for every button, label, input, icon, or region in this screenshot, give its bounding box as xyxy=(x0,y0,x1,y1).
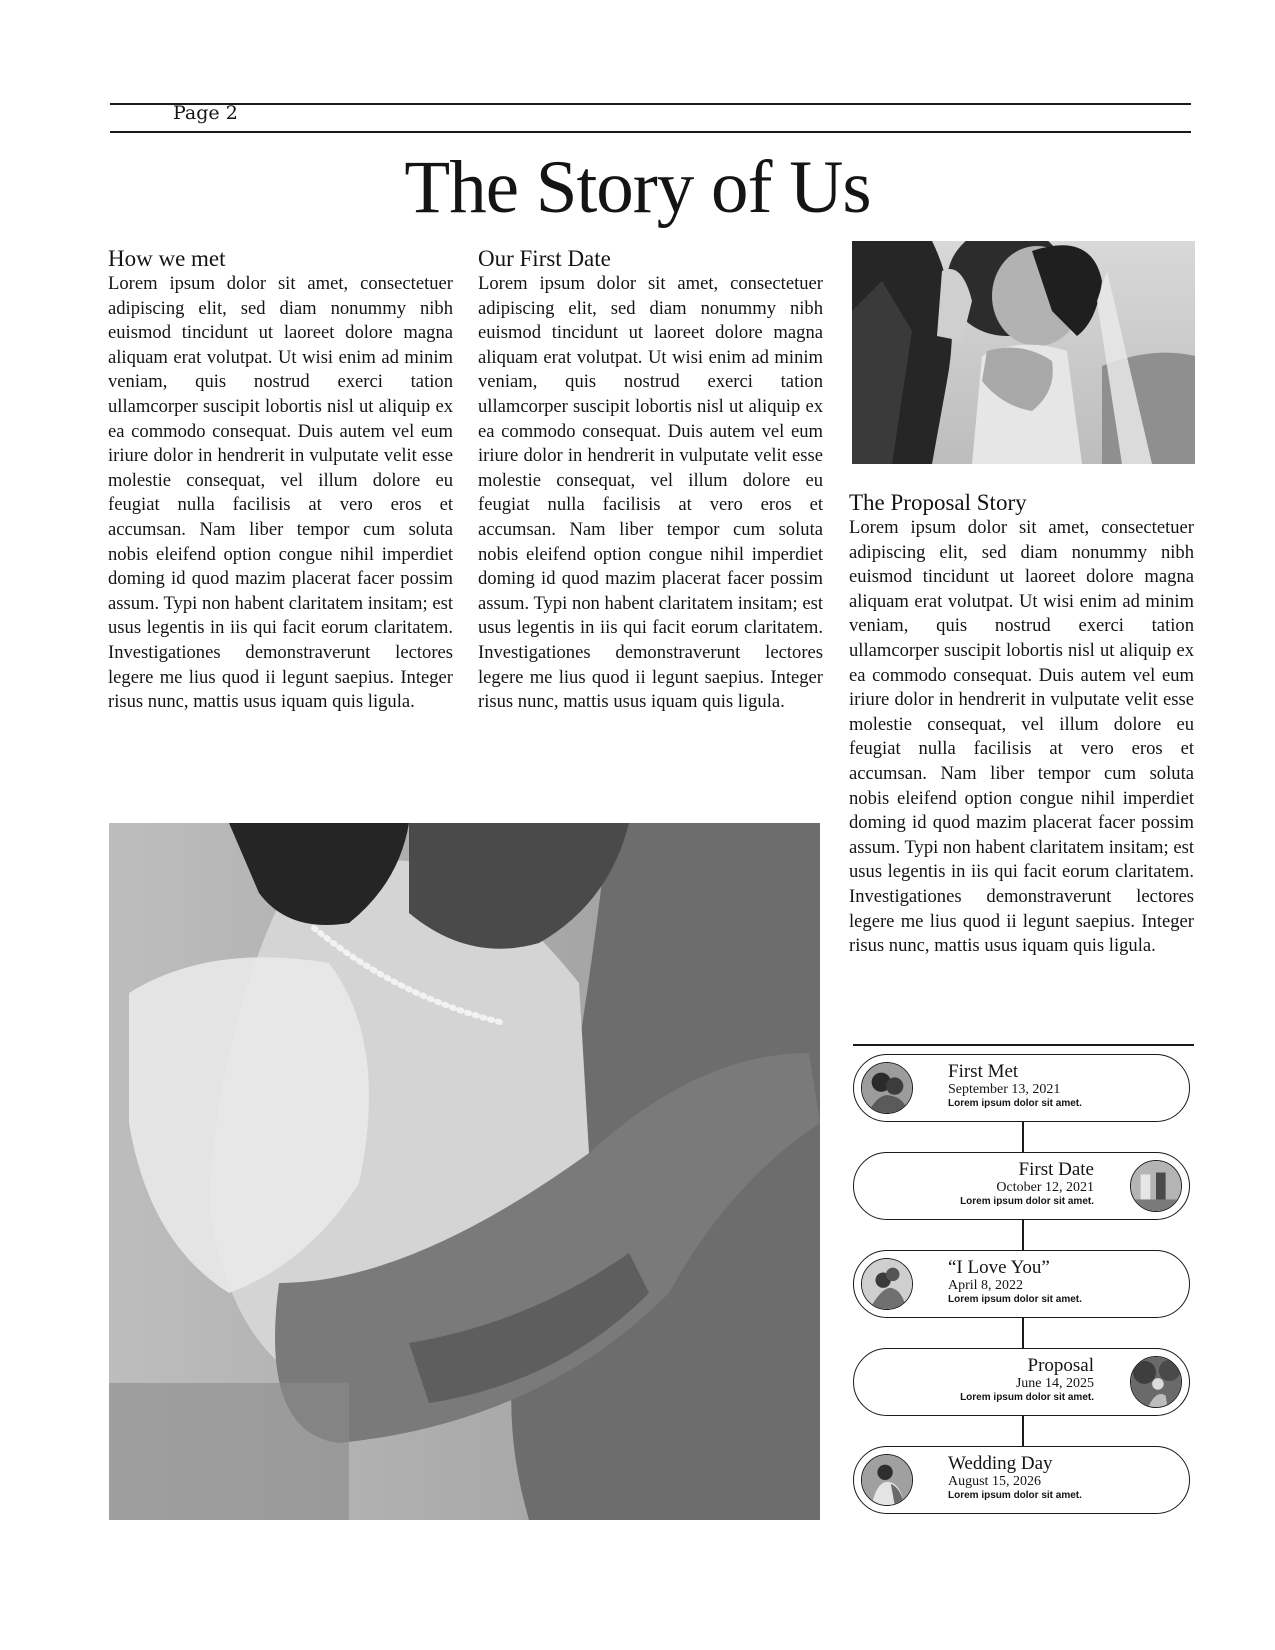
timeline-photo-avatar xyxy=(861,1062,913,1114)
article-proposal-story xyxy=(849,490,1194,959)
timeline-event: Wedding Day xyxy=(948,1453,1053,1474)
article-heading: How we met xyxy=(108,246,226,271)
timeline-event: “I Love You” xyxy=(948,1257,1050,1278)
timeline-date: August 15, 2026 xyxy=(948,1474,1041,1489)
timeline-event: First Met xyxy=(948,1061,1019,1082)
article-body: Lorem ipsum dolor sit amet, consectetuer adipiscing elit, sed diam nonummy nibh euismod tincidunt ut laoreet dolore magna aliquam erat volutpat. Ut wisi enim ad minim veniam, quis nostrud exerci tation ullamcorper suscipit lobortis nisl ut aliquip ex ea commodo consequat. Duis autem vel eum iriure dolor in hendrerit in vulputate velit esse molestie consequat, vel illum dolore eu feugiat nulla facilisis at vero eros et accumsan. Nam liber tempor cum soluta nobis eleifend option congue nihil imperdiet doming id quod mazim placerat facer possim assum. Typi non habent claritatem insitam; est usus legentis in iis qui facit eorum claritatem. Investigationes demonstraverunt lectores legere me lius quod ii legunt saepius. Integer risus nunc, mattis usus iquam quis ligula. xyxy=(108,273,453,713)
timeline-date: June 14, 2025 xyxy=(1015,1376,1094,1391)
timeline-desc: Lorem ipsum dolor sit amet. xyxy=(960,1196,1094,1207)
timeline-item-first-date xyxy=(853,1152,1190,1220)
article-heading: Our First Date xyxy=(478,246,611,271)
timeline-photo-avatar xyxy=(1130,1160,1182,1212)
article-body: Lorem ipsum dolor sit amet, consectetuer adipiscing elit, sed diam nonummy nibh euismod tincidunt ut laoreet dolore magna aliquam erat volutpat. Ut wisi enim ad minim veniam, quis nostrud exerci tation ullamcorper suscipit lobortis nisl ut aliquip ex ea commodo consequat. Duis autem vel eum iriure dolor in hendrerit in vulputate velit esse molestie consequat, vel illum dolore eu feugiat nulla facilisis at vero eros et accumsan. Nam liber tempor cum soluta nobis eleifend option congue nihil imperdiet doming id quod mazim placerat facer possim assum. Typi non habent claritatem insitam; est usus legentis in iis qui facit eorum claritatem. Investigationes demonstraverunt lectores legere me lius quod ii legunt saepius. Integer risus nunc, mattis usus iquam quis ligula. xyxy=(478,273,823,713)
timeline-text xyxy=(960,1159,1094,1208)
timeline-divider xyxy=(853,1044,1194,1046)
page-number: Page 2 xyxy=(173,102,238,124)
timeline-item-wedding-day xyxy=(853,1446,1190,1514)
timeline-date: September 13, 2021 xyxy=(948,1082,1061,1097)
top-rule xyxy=(110,103,1191,105)
timeline-photo-avatar xyxy=(861,1258,913,1310)
article-heading: The Proposal Story xyxy=(849,490,1027,515)
timeline-date: October 12, 2021 xyxy=(996,1180,1094,1195)
timeline-text xyxy=(948,1061,1082,1110)
timeline-photo-avatar xyxy=(1130,1356,1182,1408)
timeline-photo-avatar xyxy=(861,1454,913,1506)
timeline-item-first-met xyxy=(853,1054,1190,1122)
page-title: The Story of Us xyxy=(404,146,871,229)
article-how-we-met xyxy=(108,246,453,715)
timeline-text xyxy=(948,1453,1082,1502)
article-body: Lorem ipsum dolor sit amet, consectetuer adipiscing elit, sed diam nonummy nibh euismod tincidunt ut laoreet dolore magna aliquam erat volutpat. Ut wisi enim ad minim veniam, quis nostrud exerci tation ullamcorper suscipit lobortis nisl ut aliquip ex ea commodo consequat. Duis autem vel eum iriure dolor in hendrerit in vulputate velit esse molestie consequat, vel illum dolore eu feugiat nulla facilisis at vero eros et accumsan. Nam liber tempor cum soluta nobis eleifend option congue nihil imperdiet doming id quod mazim placerat facer possim assum. Typi non habent claritatem insitam; est usus legentis in iis qui facit eorum claritatem. Investigationes demonstraverunt lectores legere me lius quod ii legunt saepius. Integer risus nunc, mattis usus iquam quis ligula. xyxy=(849,517,1194,957)
timeline-item-proposal xyxy=(853,1348,1190,1416)
timeline-desc: Lorem ipsum dolor sit amet. xyxy=(948,1490,1082,1501)
timeline-text xyxy=(960,1355,1094,1404)
timeline-text xyxy=(948,1257,1082,1306)
article-first-date xyxy=(478,246,823,715)
timeline-event: First Date xyxy=(1018,1159,1094,1180)
header-rule xyxy=(110,131,1191,133)
timeline-desc: Lorem ipsum dolor sit amet. xyxy=(948,1098,1082,1109)
timeline-item-i-love-you xyxy=(853,1250,1190,1318)
photo-couple-kiss xyxy=(852,241,1195,464)
timeline-date: April 8, 2022 xyxy=(948,1278,1024,1293)
timeline-desc: Lorem ipsum dolor sit amet. xyxy=(960,1392,1094,1403)
timeline-desc: Lorem ipsum dolor sit amet. xyxy=(948,1294,1082,1305)
timeline-event: Proposal xyxy=(1027,1355,1094,1376)
photo-couple-embrace xyxy=(109,823,820,1520)
